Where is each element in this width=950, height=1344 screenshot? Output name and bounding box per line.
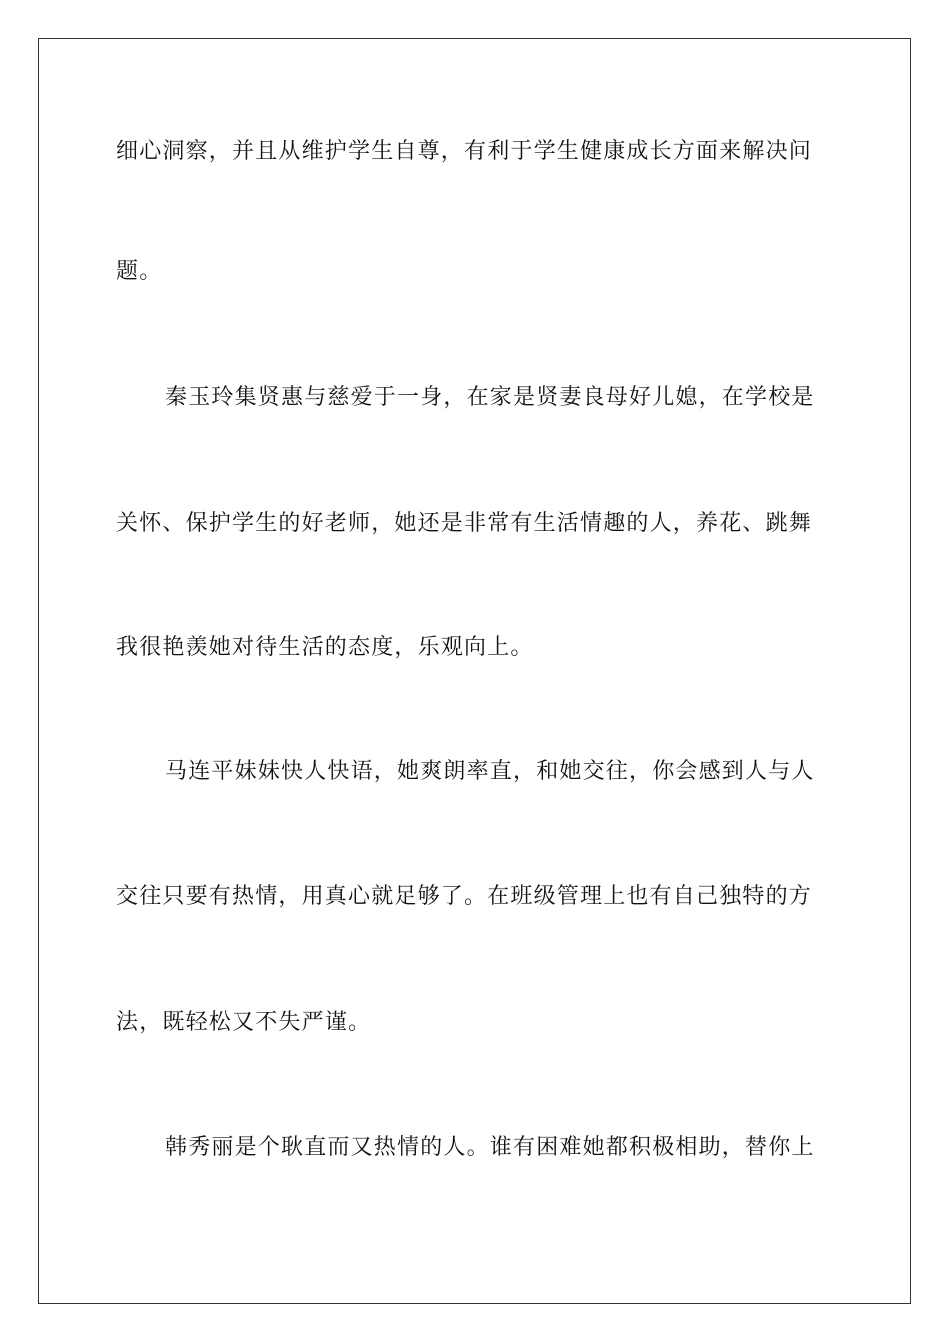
text-line-7: 交往只要有热情，用真心就足够了。在班级管理上也有自己独特的方 bbox=[116, 884, 813, 909]
text-line-1: 细心洞察，并且从维护学生自尊，有利于学生健康成长方面来解决问 bbox=[116, 139, 813, 164]
text-line-9: 韩秀丽是个耿直而又热情的人。谁有困难她都积极相助，替你上 bbox=[165, 1135, 815, 1160]
text-line-4: 关怀、保护学生的好老师，她还是非常有生活情趣的人，养花、跳舞 bbox=[116, 511, 813, 536]
text-line-8: 法，既轻松又不失严谨。 bbox=[116, 1010, 372, 1035]
text-line-6: 马连平妹妹快人快语，她爽朗率直，和她交往，你会感到人与人 bbox=[165, 759, 815, 784]
text-line-3: 秦玉玲集贤惠与慈爱于一身，在家是贤妻良母好儿媳，在学校是 bbox=[165, 385, 815, 410]
text-line-5: 我很艳羡她对待生活的态度，乐观向上。 bbox=[116, 635, 534, 660]
text-line-2: 题。 bbox=[116, 259, 163, 284]
page-frame bbox=[38, 38, 911, 1304]
